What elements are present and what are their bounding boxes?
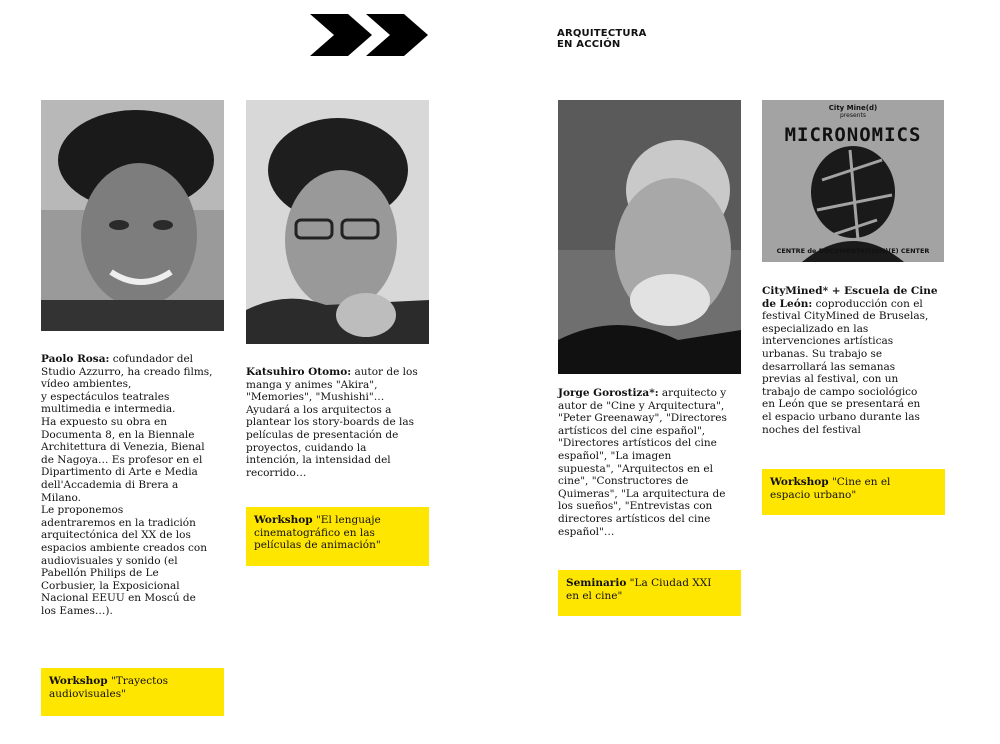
bio-line: previas al festival, con un <box>762 373 899 386</box>
bio-line: "Directores artísticos del cine <box>558 437 717 450</box>
bio-line: los sueños", "Entrevistas con <box>558 500 713 513</box>
poster-title: MICRONOMICS <box>784 124 922 146</box>
section-title-line-2: EN ACCIÓN <box>557 39 621 50</box>
katsuhiro-otomo-photo <box>246 100 429 344</box>
bio-line: Ha expuesto su obra en <box>41 415 167 428</box>
bio-line: supuesta", "Arquitectos en el <box>558 462 713 475</box>
bio-line: Le proponemos <box>41 504 124 517</box>
event-type: Workshop <box>49 675 108 687</box>
event-title-line: "Cine en el <box>828 476 891 488</box>
bio-line: y espectáculos teatrales <box>41 390 170 403</box>
bio-line: adentraremos en la tradición <box>41 516 196 529</box>
katsuhiro-otomo-workshop-box <box>246 507 429 566</box>
event-type: Workshop <box>254 514 313 526</box>
bio-line: multimedia e intermedia. <box>41 403 176 416</box>
bio-line: "Memories", "Mushishi"… <box>246 391 385 404</box>
event-title-line: audiovisuales" <box>49 687 126 700</box>
bio-line: vídeo ambientes, <box>41 378 132 391</box>
bio-line: autor de "Cine y Arquitectura", <box>558 399 725 412</box>
event-title-line: en el cine" <box>566 589 623 602</box>
bio-line: desarrollará las semanas <box>762 360 896 373</box>
poster-presents: presents <box>840 112 866 119</box>
bio-line: arquitectónica del XX de los <box>41 529 191 542</box>
bio-line: los Eames…). <box>41 604 113 617</box>
bio-line: festival CityMined de Bruselas, <box>762 310 929 323</box>
paolo-rosa-workshop-box <box>41 668 224 716</box>
bio-line: español"… <box>558 525 615 538</box>
citymined-bio <box>762 285 957 436</box>
jorge-gorostiza-seminar-box <box>558 570 741 616</box>
bio-line: noches del festival <box>762 423 861 436</box>
event-type: Seminario <box>566 577 627 589</box>
bio-line: dell'Accademia di Brera a <box>41 478 179 491</box>
bio-line: espacios ambiente creados con <box>41 541 208 554</box>
event-title-line: "El lenguaje <box>312 514 381 526</box>
bio-line: de Nagoya… Es profesor en el <box>41 453 203 466</box>
paolo-rosa-photo <box>41 100 224 331</box>
bio-line: Corbusier, la Exposicional <box>41 579 180 592</box>
bio-line: cofundador del <box>109 353 194 365</box>
bio-line: Ayudará a los arquitectos a <box>246 403 392 416</box>
bio-line: Quimeras", "La arquitectura de <box>558 487 726 500</box>
bio-line: urbanas. Su trabajo se <box>762 347 883 360</box>
bio-line: audiovisuales y sonido (el <box>41 554 178 567</box>
bio-line: arquitecto y <box>658 387 727 399</box>
bio-line: proyectos, cuidando la <box>246 441 367 454</box>
bio-line: cine", "Constructores de <box>558 475 689 488</box>
person-name: Jorge Gorostiza*: <box>558 387 659 399</box>
section-title <box>557 28 647 50</box>
bio-line: especializado en las <box>762 322 869 335</box>
event-title-line: "La Ciudad XXI <box>626 577 712 589</box>
bio-line: autor de los <box>351 366 418 378</box>
section-title-line-1: ARQUITECTURA <box>557 28 647 39</box>
bio-line: Milano. <box>41 491 81 504</box>
bio-line: plantear los story-boards de las <box>246 416 415 429</box>
paolo-rosa-bio <box>41 353 231 617</box>
double-chevron-right-icon <box>310 14 428 56</box>
person-name-cont: de León: <box>762 297 813 310</box>
bio-line: películas de presentación de <box>246 428 399 441</box>
event-title-line: cinematográfico en las <box>254 526 375 539</box>
poster-footer: CENTRE de DOCUMENTATI(ON)(E) CENTER <box>776 247 930 255</box>
person-name: Katsuhiro Otomo: <box>246 366 352 378</box>
bio-line: trabajo de campo sociológico <box>762 385 918 398</box>
bio-line: directores artísticos del cine <box>558 512 711 525</box>
bio-line: artísticos del cine español", <box>558 424 706 437</box>
bio-line: español", "La imagen <box>558 449 672 462</box>
bio-line: el espacio urbano durante las <box>762 410 920 423</box>
event-title-line: películas de animación" <box>254 539 381 552</box>
bio-line: Architettura di Venezia, Bienal <box>41 441 205 454</box>
bio-line: Nacional EEUU en Moscú de <box>41 592 196 605</box>
citymined-workshop-box <box>762 469 945 515</box>
event-title-line: "Trayectos <box>107 675 169 687</box>
event-title-line: espacio urbano" <box>770 488 857 501</box>
bio-line: Pabellón Philips de Le <box>41 567 159 580</box>
bio-line: Dipartimento di Arte e Media <box>41 466 198 479</box>
bio-line: "Peter Greenaway", "Directores <box>558 412 727 425</box>
poster-presenter: City Mine(d) <box>828 104 878 112</box>
person-name: Paolo Rosa: <box>41 353 110 365</box>
bio-line: recorrido… <box>246 466 307 479</box>
bio-line: manga y animes "Akira", <box>246 378 378 391</box>
person-name: CityMined* + Escuela de Cine <box>762 285 938 297</box>
bio-line: Studio Azzurro, ha creado films, <box>41 365 213 378</box>
event-type: Workshop <box>770 476 829 488</box>
bio-line: intervenciones artísticas <box>762 335 894 348</box>
bio-line: coproducción con el <box>812 297 923 310</box>
micronomics-poster <box>762 100 944 262</box>
bio-line: intención, la intensidad del <box>246 454 391 467</box>
jorge-gorostiza-photo <box>558 100 741 374</box>
bio-line: Documenta 8, en la Biennale <box>41 428 195 441</box>
katsuhiro-otomo-bio <box>246 366 436 479</box>
jorge-gorostiza-bio <box>558 387 750 538</box>
bio-line: en León que se presentará en <box>762 398 921 411</box>
